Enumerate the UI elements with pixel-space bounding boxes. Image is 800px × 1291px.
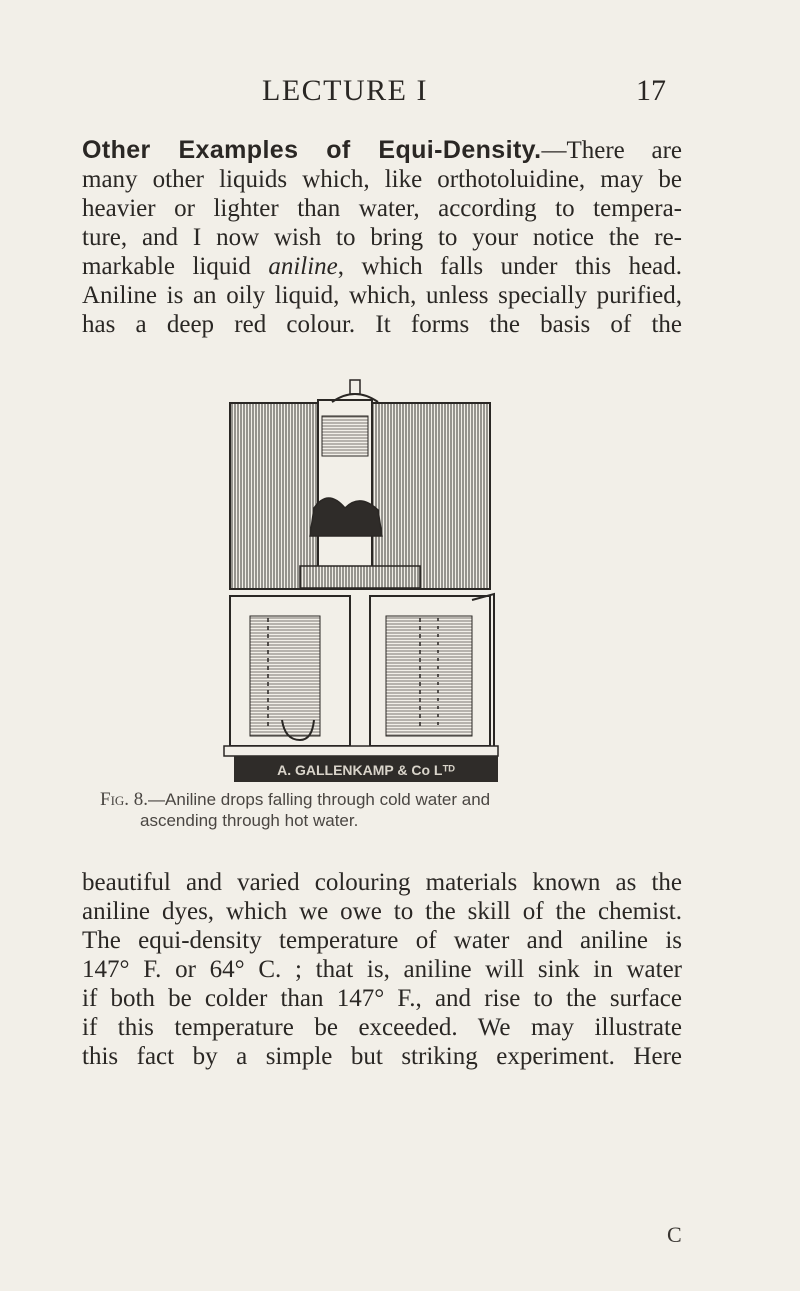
paragraph-line: aniline dyes, which we owe to the skill of the chemist. (82, 898, 682, 925)
figure-caption (100, 789, 660, 831)
paragraph-line: heavier or lighter than water, according to tempera- (82, 195, 682, 222)
paragraph-line: ture, and I now wish to bring to your notice the re- (82, 224, 682, 251)
paragraph-line: 147° F. or 64° C. ; that is, aniline will sink in water (82, 956, 682, 983)
paragraph-line: The equi-density temperature of water and aniline is (82, 927, 682, 954)
printer-signature-mark: C (667, 1222, 682, 1247)
figure-label: Fig. 8. (100, 789, 149, 810)
paragraph-line: if this temperature be exceeded. We may illustrate (82, 1014, 682, 1041)
apparatus-engraving (210, 368, 510, 784)
running-head: LECTURE I (262, 74, 428, 107)
paragraph-line: has a deep red colour. It forms the basis of the (82, 311, 682, 338)
paragraph-line: many other liquids which, like orthotoluidine, may be (82, 166, 682, 193)
paragraph-line: beautiful and varied colouring materials known as the (82, 869, 682, 896)
maker-plate-text: A. GALLENKAMP & Co Lᵀᴰ (277, 762, 455, 778)
emphasis-aniline: aniline (268, 253, 338, 280)
figure-apparatus-illustration (210, 368, 510, 784)
section-heading: Other Examples of Equi-Density. (82, 136, 542, 164)
paragraph-aniline-dyes (82, 868, 682, 1071)
paragraph-line: Aniline is an oily liquid, which, unless specially purified, (82, 282, 682, 309)
paragraph-line: markable liquid aniline, which falls under this head. (82, 253, 683, 280)
paragraph-line: if both be colder than 147° F., and rise to the surface (82, 985, 682, 1012)
paragraph-line: this fact by a simple but striking experiment. Here (82, 1043, 682, 1070)
paragraph-equi-density (82, 136, 682, 339)
paragraph-line: Other Examples of Equi-Density.—There are (82, 136, 682, 164)
page-header (0, 74, 800, 114)
page-number: 17 (636, 74, 666, 107)
caption-text: —Aniline drops falling through cold water and (148, 790, 491, 809)
caption-text-continued: ascending through hot water. (140, 811, 359, 830)
